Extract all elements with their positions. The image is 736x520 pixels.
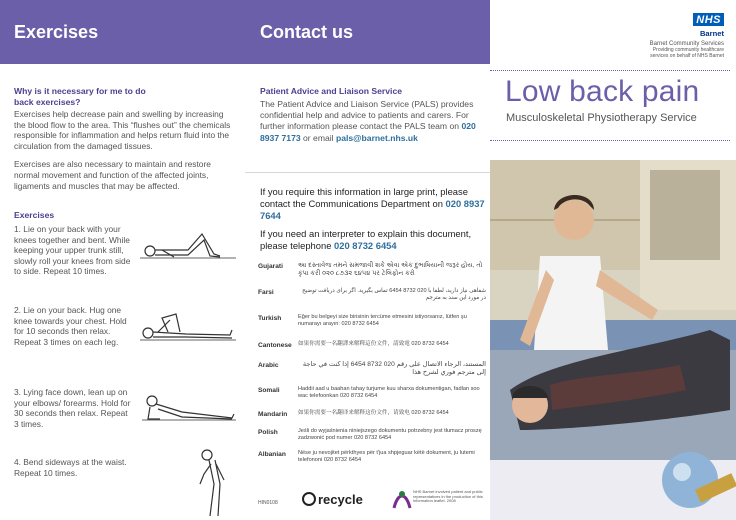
contact-header: Contact us [245, 0, 490, 64]
tagline-line2: services on behalf of NHS Barnet [650, 53, 724, 59]
language-text: Jeśli do wyjaśnienia niniejszego dokumentu potrzebny jest tłumacz proszę zadzwonić pod numer 020 8732 6454 [298, 428, 482, 442]
involvement-icon [392, 488, 412, 512]
large-print-text: If you require this information in large print, please contact the Communications Department on [260, 186, 468, 209]
physiotherapy-photo [490, 160, 736, 520]
section-divider [245, 172, 490, 173]
recycle-icon [302, 492, 316, 506]
exercise-item-2: 2. Lie on your back. Hug one knee towards your chest. Hold for 10 seconds then relax. Repeat 3 times on each leg. [14, 305, 127, 347]
pals-heading: Patient Advice and Liaison Service [260, 86, 403, 96]
recycle-logo [302, 492, 363, 507]
language-row [258, 262, 486, 288]
language-text: المستند، الرجاء الاتصال على رقم 020 8732 6454 إذا كنت في حاجة إلى مترجم فوري لشرح هذا [302, 361, 486, 377]
tagline-line1: Providing community healthcare [652, 47, 724, 53]
language-text: Eğer bu belgeyi size birisinin tercüme etmesini istiyorsanız, lütfen şu numarayı arayın: 020 8732 6454 [298, 314, 467, 328]
interpreter-text: If you need an interpreter to explain this document, please telephone [260, 228, 472, 251]
knee-hug-illustration [140, 306, 236, 346]
why-paragraph-1: Exercises help decrease pain and swelling by increasing the blood flow to the area. This “flushes out” the chemicals responsible for inflammation and helps return fluid into the circulation from the damaged tissues. [14, 109, 231, 151]
language-text: Nëse ju nevojitet përkthyes për t'jua shpjeguar këtë dokument, ju lutemi telefononi 020 8732 6454 [298, 450, 475, 464]
prone-lean-illustration [142, 392, 236, 424]
exercise-item-3: 3. Lying face down, lean up on your elbows/ forearms. Hold for 30 seconds then relax. Repeat 3 times. [14, 387, 131, 429]
leaflet-code: HIN0108 [258, 500, 278, 506]
language-text: 如果你需要一名翻譯來解釋這份文件，請致電 020 8732 6454 [298, 341, 449, 347]
exercise-item-1: 1. Lie on your back with your knees together and bent. While keeping your upper trunk still, slowly roll your knees from side to side. Repeat 10 times. [14, 224, 131, 277]
knee-roll-illustration [140, 226, 236, 264]
language-name: Cantonese [258, 342, 292, 349]
why-heading-line2: back exercises? [14, 97, 81, 107]
language-text: Haddii aad u baahan tahay turjume kuu sharxa dokumentigan, fadlan soo wac telefoonkan 020 8732 6454 [298, 386, 480, 400]
language-name: Albanian [258, 451, 286, 458]
language-name: Turkish [258, 315, 282, 322]
language-name: Farsi [258, 289, 274, 296]
language-name: Somali [258, 387, 280, 394]
language-row [258, 410, 486, 428]
language-row [258, 386, 486, 410]
side-bend-illustration [196, 448, 230, 518]
why-heading [14, 86, 234, 108]
pals-section [260, 86, 482, 144]
involvement-logo [392, 488, 488, 514]
language-row [258, 341, 486, 361]
contact-panel [245, 0, 490, 520]
language-row [258, 288, 486, 314]
pals-or-text: or email [303, 132, 334, 143]
interpreter-phone-link[interactable]: 020 8732 6454 [334, 240, 397, 251]
nhs-logo: NHS [693, 13, 724, 26]
dotted-divider-bottom [490, 140, 730, 141]
language-row [258, 428, 486, 450]
tagline-services: Barnet Community Services [649, 41, 724, 47]
language-name: Mandarin [258, 411, 288, 418]
language-name: Polish [258, 429, 278, 436]
language-text: 如果你需要一名翻译来解释这份文件，请致电 020 8732 6454 [298, 410, 449, 416]
accessibility-section [260, 186, 485, 252]
leaflet-title: Low back pain [505, 75, 700, 108]
why-section [14, 86, 234, 191]
why-paragraph-2: Exercises are also necessary to maintain and restore normal movement and function of the affected joints, ligaments and muscles that may be affected. [14, 159, 211, 191]
language-row [258, 450, 486, 472]
pals-email-link[interactable]: pals@barnet.nhs.uk [335, 132, 418, 143]
language-table [258, 262, 486, 472]
language-text: આ દસ્તાવેજ તમને સમજાવી શકે એવા એક દુભાષિયાની જરૂર હોય, તો કૃપા કરી ૦૨૦ ૮૭૩૨ ૬૪૫૪ પર ટેલિફોન કરો [298, 262, 483, 278]
language-name: Gujarati [258, 263, 283, 270]
exercise-item-4: 4. Bend sideways at the waist. Repeat 10 times. [14, 457, 127, 478]
why-heading-line1: Why is it necessary for me to do [14, 86, 146, 96]
nhs-logo-block [650, 10, 724, 59]
service-name: Musculoskeletal Physiotherapy Service [506, 112, 697, 124]
recycle-label: recycle [318, 492, 363, 507]
footer-logos [258, 488, 486, 516]
organisation-name: Barnet [699, 29, 724, 38]
exercises-heading: Exercises [14, 210, 55, 220]
involvement-text: NHS Barnet involved patient and public representatives in the production of this information leaflet. 2008 [413, 489, 483, 504]
exercises-header: Exercises [0, 0, 245, 64]
dotted-divider-top [490, 70, 730, 71]
language-text: شفاهی نیاز دارید، لطفا با 020 8732 6454 تماس بگیرید. اگر برای دریافت توضیح در مورد این سند به مترجم [302, 288, 486, 302]
language-row [258, 314, 486, 341]
pals-text: The Patient Advice and Liaison Service (PALS) provides confidential help and advice to patients and carers. For further information please contact the PALS team on [260, 99, 474, 132]
language-row [258, 361, 486, 386]
exercises-panel [0, 0, 245, 520]
pals-phone-link[interactable]: 020 8937 7173 [260, 121, 476, 143]
large-print-phone-link[interactable]: 020 8937 7644 [260, 198, 485, 221]
language-name: Arabic [258, 362, 279, 369]
